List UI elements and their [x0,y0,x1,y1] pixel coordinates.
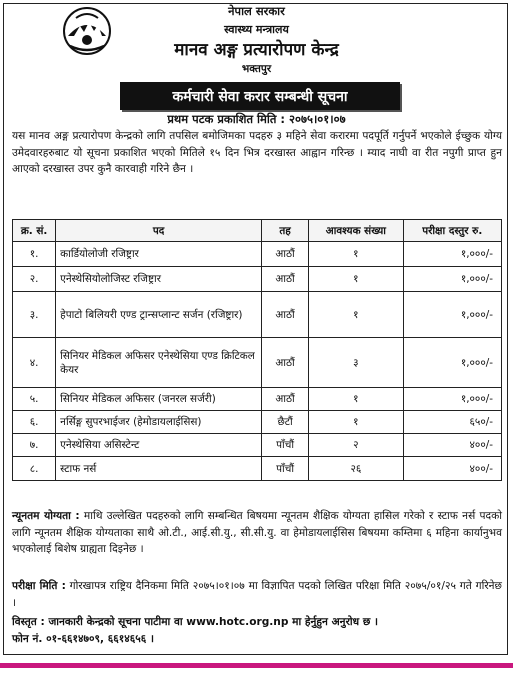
row-level: पाँचौं [262,457,309,481]
exam-date-text: गोरखापत्र राष्ट्रिय दैनिकमा मिति २०७५।०१।०७ मा विज्ञापित पदको लिखित परिक्षा मिति २०७५/०१/२५ गते गरिनेछ । [12,580,502,609]
details-phone-line: फोन नं. ०१-६६१४७०९, ६६१४६५६ । [12,632,155,645]
row-sn: ६. [13,411,56,434]
row-fee: १,०००/- [403,338,501,388]
row-level: आठौं [262,338,309,388]
exam-date-label: परीक्षा मिति : [12,580,66,592]
row-count: ३ [309,338,403,388]
row-post: कार्डियोलोजी रजिष्ट्रार [56,242,262,267]
intro-paragraph: यस मानव अङ्ग प्रत्यारोपण केन्द्रको लागि तपसिल बमोजिमका पदहरु ३ महिने सेवा करारमा पदपूर्ति गर्नुपर्ने भएकोले ईच्छुक योग्य उमेदवारहरुबाट यो सूचना प्रकाशित भएको मितिले १५ दिन भित्र दरखास्त आह्वान गरिन्छ । म्याद नाघी वा रीत नपुगी प्राप्त हुन आएको दरखास्त उपर कुनै कारवाही गरिने छैन । [12,130,502,175]
row-sn: ८. [13,457,56,481]
row-fee: १,०००/- [403,242,501,267]
table-row [13,292,502,338]
row-sn: १. [13,242,56,267]
row-count: २६ [309,457,403,481]
row-level: छैटौं [262,411,309,434]
row-sn: ७. [13,434,56,457]
first-publication-date: प्रथम पटक प्रकाशित मिति : २०७५।०१।०७ [167,112,346,126]
header-post: पद [56,220,262,242]
qualification-label: न्यूनतम योग्यता : [12,510,80,522]
table-row [13,388,502,411]
notice-title: कर्मचारी सेवा करार सम्बन्धी सूचना [172,88,348,105]
table-row [13,434,502,457]
notice-title-banner [120,82,400,110]
row-level: आठौं [262,388,309,411]
details-section [12,614,502,647]
row-level: आठौं [262,292,309,338]
qualification-text: माथि उल्लेखित पदहरुको लागि सम्बन्धित बिषयमा न्यूनतम शैक्षिक योग्यता हासिल गरेको र स्टाफ नर्स पदको लागि न्यूनतम शैक्षिक योग्यताका साथै ओ.टी., आई.सी.यु., सी.सी.यु. वा हेमोडायलाईसिस बिषयमा कम्तिमा ६ महिना कार्यानुभव भएकोलाई बिशेष ग्राह्यता दिइनेछ । [12,510,502,555]
row-post: एनेस्थेसिया असिस्टेन्ट [56,434,262,457]
row-level: आठौं [262,267,309,292]
ministry-title: स्वास्थ्य मन्त्रालय [224,23,289,36]
row-fee: ४००/- [403,434,501,457]
row-post: सिनियर मेडिकल अफिसर (जनरल सर्जरी) [56,388,262,411]
table-row [13,411,502,434]
row-post: हेपाटो बिलियरी एण्ड ट्रान्सप्लान्ट सर्जन (रजिष्ट्रार) [56,292,262,338]
table-row [13,267,502,292]
row-fee: १,०००/- [403,388,501,411]
table-header-row [13,220,502,242]
row-fee: १,०००/- [403,267,501,292]
table-row [13,457,502,481]
row-count: १ [309,388,403,411]
header-fee: परीक्षा दस्तुर रु. [403,220,501,242]
qualification-section [12,508,502,558]
posts-table [12,219,502,481]
table-row [13,338,502,388]
header-count: आवश्यक संख्या [309,220,403,242]
row-fee: ४००/- [403,457,501,481]
row-post: स्टाफ नर्स [56,457,262,481]
table-row [13,242,502,267]
row-sn: ५. [13,388,56,411]
row-post: सिनियर मेडिकल अफिसर एनेस्थेसिया एण्ड क्रिटिकल केयर [56,338,262,388]
row-level: आठौं [262,242,309,267]
row-count: १ [309,411,403,434]
location-title: भक्तपुर [241,63,272,75]
row-count: २ [309,434,403,457]
exam-date-section [12,578,502,611]
row-count: १ [309,267,403,292]
row-count: १ [309,292,403,338]
details-website-line: विस्तृत : जानकारी केन्द्रको सूचना पाटीमा वा www.hotc.org.np मा हेर्नुहुन अनुरोध छ । [12,616,378,628]
header-level: तह [262,220,309,242]
row-count: १ [309,242,403,267]
row-fee: ६५०/- [403,411,501,434]
row-fee: १,०००/- [403,292,501,338]
row-level: पाँचौं [262,434,309,457]
bottom-divider [0,663,513,668]
row-sn: ३. [13,292,56,338]
row-sn: २. [13,267,56,292]
row-sn: ४. [13,338,56,388]
government-title: नेपाल सरकार [228,4,285,18]
center-title: मानव अङ्ग प्रत्यारोपण केन्द्र [174,40,339,60]
header-sn: क्र. सं. [13,220,56,242]
row-post: एनेस्थेसियोलोजिस्ट रजिष्ट्रार [56,267,262,292]
row-post: नर्सिङ्ग सुपरभाईजर (हेमोडायलाईसिस) [56,411,262,434]
